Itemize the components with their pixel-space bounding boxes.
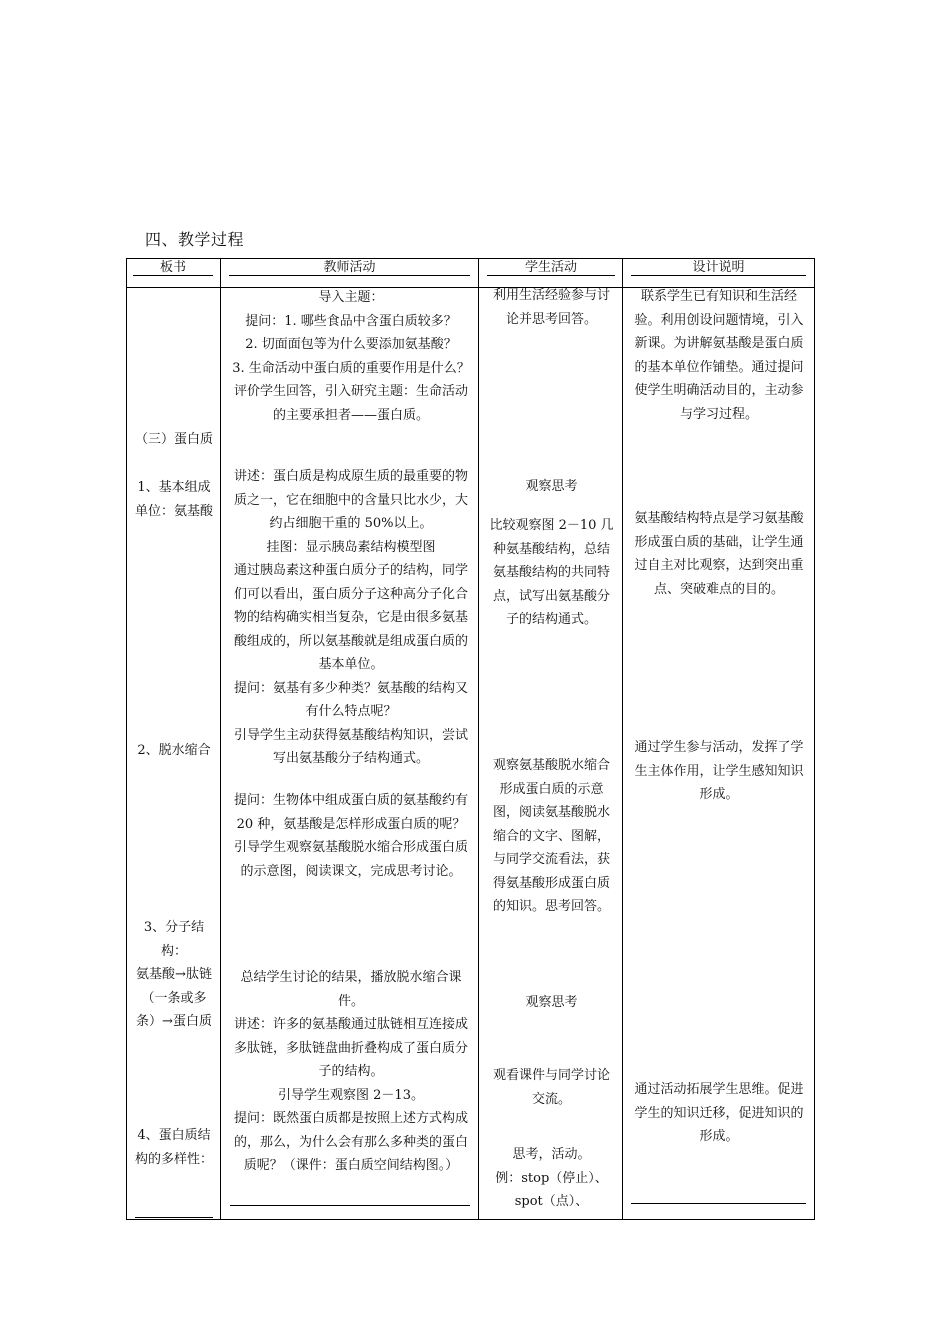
student-observe-2: 观察思考: [525, 995, 578, 1010]
student-compare: 比较观察图 2－10 几种氨基酸结构，总结氨基酸结构的共同特点，试写出氨基酸分子的结构通式。: [489, 518, 614, 627]
teacher-dehydration-question: 提问：生物体中组成蛋白质的氨基酸约有 20 种，氨基酸是怎样形成蛋白质的呢？: [233, 793, 468, 832]
header-student: 学生活动: [524, 260, 577, 275]
teacher-lecture-block: [232, 465, 470, 771]
board-diversity: 4、蛋白质结构的多样性：: [134, 1128, 213, 1167]
student-activity: [489, 1143, 614, 1214]
teacher-dehydration-block: [232, 789, 470, 883]
design-note-3: 通过学生参与活动，发挥了学生主体作用，让学生感知知识形成。: [634, 740, 804, 802]
board-basic-unit: 1、基本组成单位：氨基酸: [134, 480, 213, 519]
column-divider: [478, 258, 479, 1220]
cell-underline: [230, 1205, 470, 1206]
board-structure-chain: 氨基酸→肽链（一条或多条）→蛋白质: [136, 967, 212, 1029]
board-dehydration: 2、脱水缩合: [137, 743, 211, 758]
header-design: 设计说明: [692, 260, 745, 275]
student-courseware: 观看课件与同学讨论交流。: [492, 1068, 610, 1107]
teacher-question-2: 2. 切面面包等为什么要添加氨基酸？: [245, 337, 457, 352]
column-divider: [622, 258, 623, 1220]
student-observe-1: 观察思考: [525, 479, 578, 494]
student-dehydration: 观察氨基酸脱水缩合形成蛋白质的示意图，阅读氨基酸脱水缩合的文字、图解，与同学交流看法，获得氨基酸形成蛋白质的知识。思考回答。: [492, 758, 610, 914]
teacher-structure-guide: 引导学生主动获得氨基酸结构知识，尝试写出氨基酸分子结构通式。: [233, 727, 468, 766]
teacher-figure-guide: 引导学生观察图 2－13。: [278, 1087, 424, 1103]
board-protein: （三）蛋白质: [134, 432, 213, 447]
teacher-summary: 总结学生讨论的结果，播放脱水缩合课件。: [240, 970, 462, 1009]
teacher-peptide-lecture: 讲述：许多的氨基酸通过肽链相互连接成多肽链，多肽链盘曲折叠构成了蛋白质分子的结构。: [233, 1017, 468, 1079]
teacher-question-3: 3. 生命活动中蛋白质的重要作用是什么？: [232, 360, 470, 376]
cell-underline: [135, 1217, 213, 1218]
teacher-wallchart: 挂图：显示胰岛素结构模型图: [266, 539, 436, 555]
design-note-2: 氨基酸结构特点是学习氨基酸形成蛋白质的基础，让学生通过自主对比观察，达到突出重点、突破难点的目的。: [634, 511, 804, 597]
design-note-4: 通过活动拓展学生思维。促进学生的知识迁移，促进知识的形成。: [634, 1082, 804, 1144]
teacher-lecture: 讲述：蛋白质是构成原生质的最重要的物质之一，它在细胞中的含量只比水少，大约占细胞干重的 50%以上。: [233, 469, 468, 531]
column-divider: [220, 258, 221, 1220]
header-board: 板书: [159, 260, 186, 275]
cell-underline: [631, 1203, 806, 1204]
teacher-amino-question: 提问：氨基有多少种类？氨基酸的结构又有什么特点呢？: [233, 680, 468, 719]
teacher-diversity-question: 提问：既然蛋白质都是按照上述方式构成的，那么，为什么会有那么多种类的蛋白质呢？（课件：蛋白质空间结构图。）: [233, 1111, 468, 1173]
teacher-insulin-explanation: 通过胰岛素这种蛋白质分子的结构，同学们可以看出，蛋白质分子这种高分子化合物的结构确实相当复杂，它是由很多氨基酸组成的，所以氨基酸就是组成蛋白质的基本单位。: [233, 563, 468, 672]
teacher-intro-block: [232, 286, 470, 427]
student-example: 例：stop（停止）、spot（点）、: [495, 1170, 608, 1209]
design-note-1: 联系学生已有知识和生活经验。利用创设问题情境，引入新课。为讲解氨基酸是蛋白质的基本单位作铺垫。通过提问使学生明确活动目的，主动参与学习过程。: [634, 289, 804, 422]
section-heading: 四、教学过程: [145, 230, 245, 249]
header-teacher: 教师活动: [323, 260, 376, 275]
board-molecular-structure: 3、分子结构：: [143, 920, 205, 959]
teacher-summary-block: [232, 966, 470, 1178]
teacher-dehydration-guide: 引导学生观察氨基酸脱水缩合形成蛋白质的示意图，阅读课文，完成思考讨论。: [233, 840, 468, 879]
teacher-intro-title: 导入主题：: [318, 290, 384, 305]
teacher-evaluation: 评价学生回答，引入研究主题：生命活动的主要承担者——蛋白质。: [233, 384, 468, 423]
student-participate: 利用生活经验参与讨论并思考回答。: [492, 288, 610, 327]
teacher-question-1: 提问：1. 哪些食品中含蛋白质较多？: [245, 313, 457, 329]
student-think: 思考，活动。: [512, 1147, 591, 1162]
